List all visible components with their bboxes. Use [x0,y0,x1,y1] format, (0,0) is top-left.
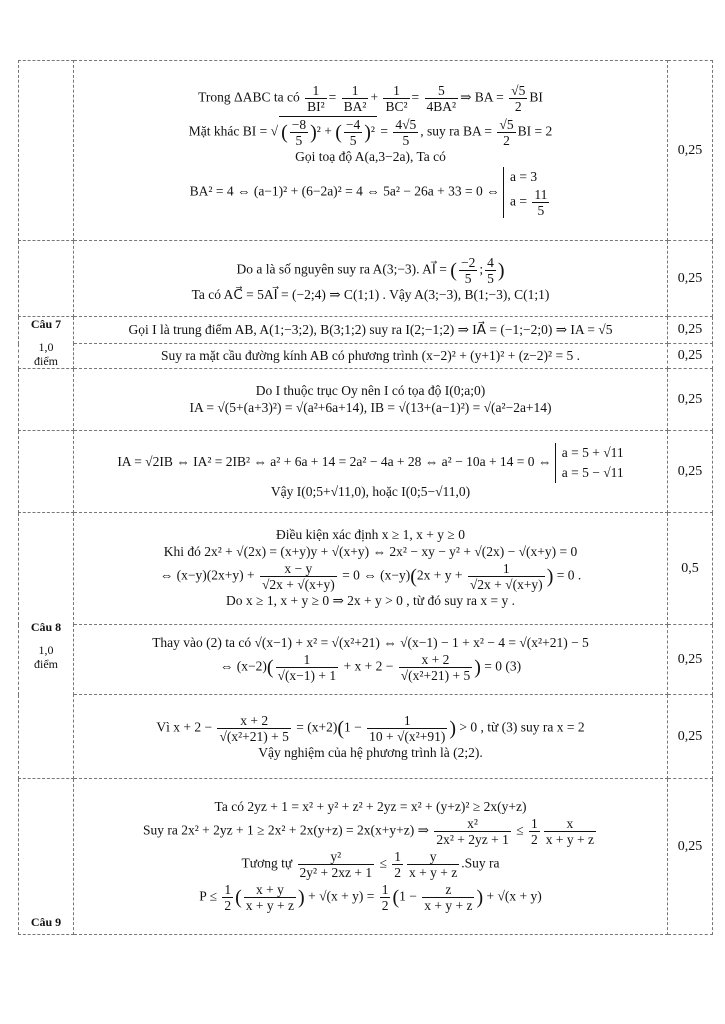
solution-line: Vậy nghiệm của hệ phương trình là (2;2). [258,744,483,760]
solution-line: Khi đó 2x² + √(2x) = (x+y)y + √(x+y) ⇔ 2x² − xy − y² + √(2x) − √(x+y) = 0 [163,543,578,559]
solution-line: Ta có AC⃗ = 5AI⃗ = (−2;4) ⇒ C(1;1) . Vậy A(3;−3), B(1;−3), C(1;1) [191,286,550,302]
solution-line: Thay vào (2) ta có √(x−1) + x² = √(x²+21) ⇔ √(x−1) − 1 + x² − 4 = √(x²+21) − 5 [152,634,589,650]
question-label-cell [19,369,74,431]
table-row [19,513,713,625]
question-number: Câu 8 [30,620,62,634]
solution-line: Gọi I là trung điểm AB, A(1;−3;2), B(3;1;2) suy ra I(2;−1;2) ⇒ IA⃗ = (−1;−2;0) ⇒ IA = √5 [128,321,613,337]
solution-line: Suy ra mặt cầu đường kính AB có phương trình (x−2)² + (y+1)² + (z−2)² = 5 . [161,347,580,363]
content-cell [74,625,668,695]
content-cell [74,369,668,431]
table-row [19,779,713,935]
content-cell [74,317,668,344]
solution-line: BA² = 4 ⇔ (a−1)² + (6−2a)² = 4 ⇔ 5a² − 26a + 33 = 0 ⇔ a = 3 a = $\frac{11}{5}$ [78,167,663,218]
table-row [19,317,713,344]
question-label-cell [19,317,74,369]
score-cell: 0,25 [668,369,713,431]
table-row [19,344,713,369]
solution-line: Vậy I(0;5+√11,0), hoặc I(0;5−√11,0) [270,484,471,500]
points-unit: điểm [34,657,58,671]
table-row [19,431,713,513]
content-cell [74,61,668,241]
content-cell [74,695,668,779]
solution-table [18,60,713,935]
score-cell: 0,5 [668,513,713,625]
question-number: Câu 9 [30,915,62,929]
solution-line: IA = √(5+(a+3)²) = √(a²+6a+14), IB = √(13+(a−1)²) = √(a²−2a+14) [189,399,552,415]
score-cell: 0,25 [668,431,713,513]
solution-line: Do x ≥ 1, x + y ≥ 0 ⇒ 2x + y > 0 , từ đó suy ra x = y . [226,593,515,609]
question-points: 1,0 [38,643,54,657]
content-cell [74,513,668,625]
score-cell: 0,25 [668,695,713,779]
question-label-cell [19,241,74,317]
content-cell [74,431,668,513]
question-label-cell [19,513,74,779]
content-cell [74,779,668,935]
score-cell: 0,25 [668,779,713,935]
score-cell: 0,25 [668,625,713,695]
solution-line: Do I thuộc trục Oy nên I có tọa độ I(0;a;0) [255,382,486,398]
solution-line: Gọi toạ độ A(a,3−2a), Ta có [295,149,446,165]
question-label-cell [19,779,74,935]
solution-line: Điều kiện xác định x ≥ 1, x + y ≥ 0 [276,526,465,542]
content-cell [74,241,668,317]
question-label-cell [19,61,74,241]
solution-line: Ta có 2yz + 1 = x² + y² + z² + 2yz = x² + (y+z)² ≥ 2x(y+z) [214,798,527,814]
score-cell: 0,25 [668,317,713,344]
content-cell [74,344,668,369]
score-cell: 0,25 [668,344,713,369]
solution-line: Suy ra 2x² + 2yz + 1 ≥ 2x² + 2x(y+z) = 2x(x+y+z) ⇒ $\frac{\text{x²}}{\text{2x² + 2yz + 1}}$ ≤ $\frac{1}{2}$ $\frac{x}{x + y + z}$ [142,816,594,848]
solution-line: P ≤ $\frac{1}{2}$ ( $\frac{x + y}{x + y + z}$ ) + √(x + y) = $\frac{1}{2}$ (1 − $\frac{z}{x + y + z}$ ) + √(x + y) [199,882,542,914]
solution-line: Vì x + 2 − $\frac{x + 2}{\text{√(x²+21) + 5}}$ = (x+2)(1 − $\frac{1}{\text{10 + √(x²+91)}}$ ) > 0 , từ (3) suy ra x = 2 [156,712,585,744]
solution-line: Do a là số nguyên suy ra A(3;−3). AI⃗ = ( $\frac{-2}{5}$ ; $\frac{4}{5}$ ) [236,254,505,286]
points-unit: điểm [34,354,58,368]
table-row [19,625,713,695]
solution-line: ⇔ (x−2)( $\frac{1}{√(x-1) + 1}$ + x + 2 − $\frac{x + 2}{\text{√(x²+21) + 5}}$ ) = 0 (3) [219,652,522,684]
solution-line: IA = √2IB ⇔ IA² = 2IB² ⇔ a² + 6a + 14 = 2a² − 4a + 28 ⇔ a² − 10a + 14 = 0 ⇔ a = 5 + √11 a = 5 − √11 [78,443,663,483]
table-row [19,695,713,779]
solution-line: Mặt khác BI = √ ( $\frac{-8}{5}$ )² + ( $\frac{-4}{5}$ )² = $\frac{4√5}{5}$ , suy ra BA = $\frac{√5}{2}$ BI = 2 [188,117,553,149]
solution-line: ⇔ (x−y)(2x+y) + $\frac{x - y}{√2x + √(x+y)}$ = 0 ⇔ (x−y)(2x + y + $\frac{1}{√2x + √(x+y)}$ ) = 0 . [159,561,582,593]
score-cell: 0,25 [668,241,713,317]
table-row [19,61,713,241]
question-number: Câu 7 [30,317,62,331]
solution-line: Tương tự $\frac{\text{y²}}{\text{2y² + 2xz + 1}}$ ≤ $\frac{1}{2}$ $\frac{y}{x + y + z}$ .Suy ra [241,849,500,881]
table-row [19,241,713,317]
question-points: 1,0 [38,340,54,354]
table-row [19,369,713,431]
score-cell: 0,25 [668,61,713,241]
question-label-cell [19,431,74,513]
solution-line: Trong ΔABC ta có $\frac{1}{\text{BI²}}$ = $\frac{1}{\text{BA²}}$ + $\frac{1}{\text{BC²}}$ = $\frac{5}{\text{4BA²}}$ ⇒ BA = $\frac{√5}{2}$ BI [198,83,543,115]
